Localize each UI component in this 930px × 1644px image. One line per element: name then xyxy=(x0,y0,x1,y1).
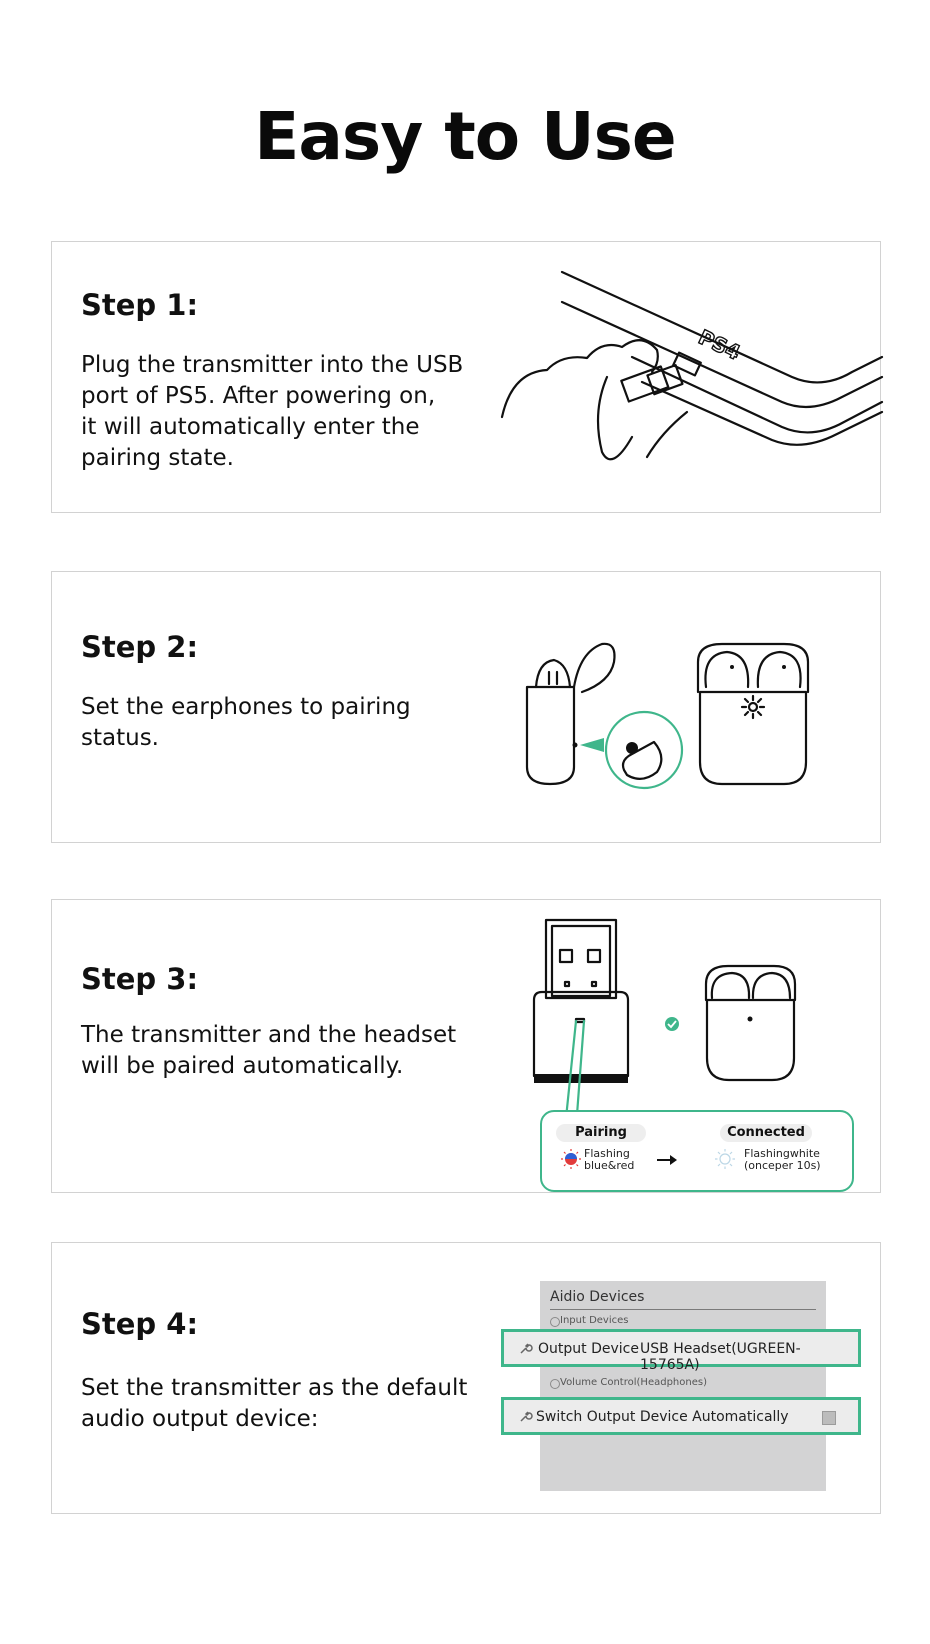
volume-control-label[interactable]: Volume Control(Headphones) xyxy=(560,1377,707,1388)
output-device-value: USB Headset(UGREEN-15765A) xyxy=(640,1341,801,1373)
blue-red-light-icon xyxy=(560,1148,582,1170)
input-devices-icon xyxy=(550,1317,560,1327)
connected-description: Flashingwhite (onceper 10s) xyxy=(744,1147,821,1172)
step-1-text: Plug the transmitter into the USB port of PS5. After powering on, it will automatically enter the pairing state. xyxy=(81,352,464,471)
step-4-title: Step 4: xyxy=(81,1307,199,1341)
switch-output-label: Switch Output Device Automatically xyxy=(536,1409,789,1425)
step-4-card xyxy=(51,1242,881,1514)
pairing-description: Flashing blue&red xyxy=(584,1147,635,1172)
step-3-text: The transmitter and the headset will be paired automatically. xyxy=(81,1022,457,1079)
wrench-icon xyxy=(518,1342,532,1356)
output-device-row[interactable] xyxy=(501,1329,861,1373)
arrow-right-icon xyxy=(656,1154,678,1166)
step-1-card xyxy=(51,241,881,513)
audio-devices-title: Aidio Devices xyxy=(550,1289,645,1305)
status-indicator-panel xyxy=(540,1110,854,1192)
step-3-card xyxy=(51,899,881,1193)
pairing-label: Pairing xyxy=(556,1124,646,1142)
transmitter-and-case-illustration xyxy=(532,918,852,1118)
connected-label: Connected xyxy=(720,1124,812,1142)
step-1-title: Step 1: xyxy=(81,288,199,322)
step-2-text: Set the earphones to pairing status. xyxy=(81,694,411,751)
output-device-label: Output Device xyxy=(538,1341,639,1357)
audio-devices-panel xyxy=(540,1281,826,1491)
ps-console-label: PS4 xyxy=(694,324,744,365)
ps-console-usb-illustration xyxy=(492,262,882,492)
input-devices-label[interactable]: Input Devices xyxy=(560,1315,629,1326)
page-title: Easy to Use xyxy=(254,98,676,175)
panel-divider xyxy=(550,1309,816,1310)
step-3-title: Step 3: xyxy=(81,962,199,996)
switch-output-checkbox[interactable] xyxy=(822,1411,836,1425)
white-light-icon xyxy=(714,1148,736,1170)
switch-output-row[interactable] xyxy=(501,1397,861,1435)
volume-control-icon xyxy=(550,1379,560,1389)
step-2-card xyxy=(51,571,881,843)
step-2-title: Step 2: xyxy=(81,630,199,664)
step-4-text: Set the transmitter as the default audio output device: xyxy=(81,1375,468,1432)
wrench-icon xyxy=(518,1410,532,1424)
earphone-case-illustration xyxy=(522,632,862,792)
